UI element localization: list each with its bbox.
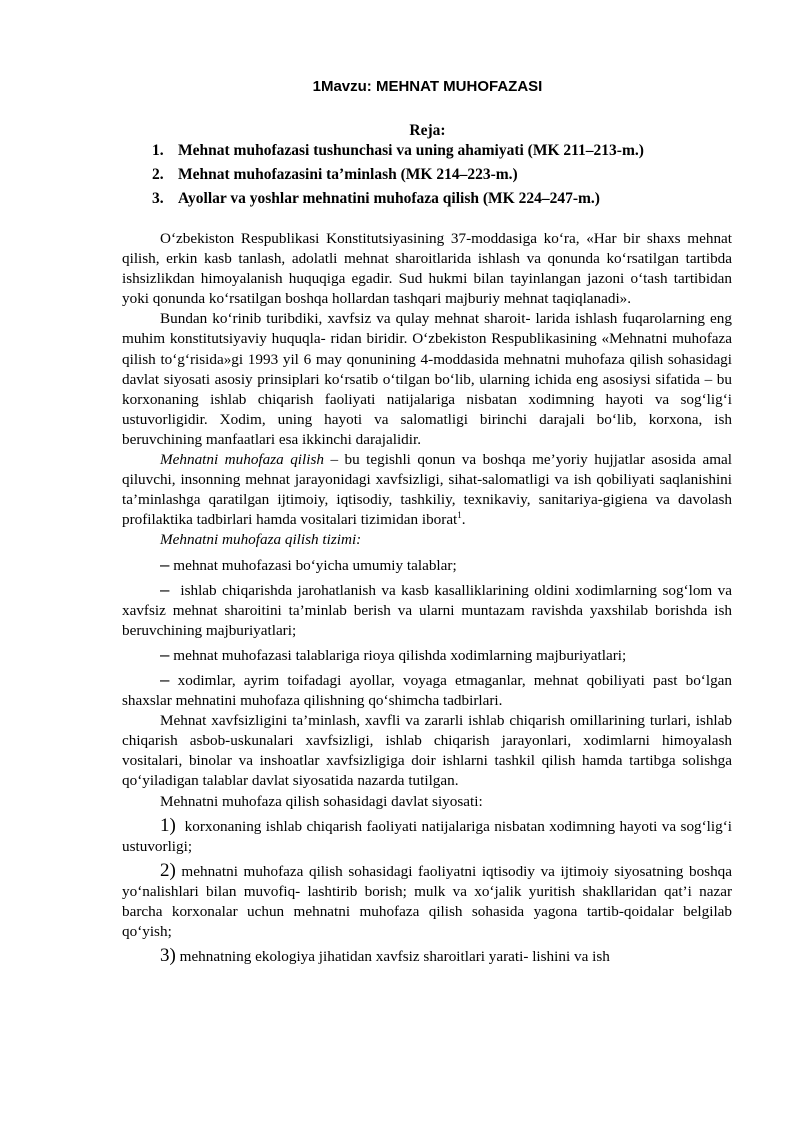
plan-item-number: 2. bbox=[152, 166, 164, 183]
dash-marker: – bbox=[160, 669, 170, 689]
plan-list bbox=[152, 139, 644, 211]
dash-marker: – bbox=[160, 554, 170, 574]
plan-item bbox=[152, 187, 644, 211]
policy-heading: Mehnatni muhofaza qilish sohasidagi davlat siyosati: bbox=[160, 792, 483, 810]
policy-item-number: 1) bbox=[160, 814, 176, 836]
system-item bbox=[122, 580, 732, 641]
paragraph-constitution: O‘zbekiston Respublikasi Konstitutsiyasining 37-moddasiga ko‘ra, «Har bir shaxs mehnat qilish, erkin kasb tanlash, adolatli mehnat sharoitlarida ishlash va qonunda ko‘rsatilgan tartibda ishsizlikdan himoyalanish huquqiga egadir. Sud hukmi bilan tayinlangan jazoni o‘tash tartibidan yoki qonunda ko‘rsatilgan boshqa hollardan tashqari majburiy mehnat taqiqlanadi». bbox=[122, 230, 732, 308]
policy-item-text: korxonaning ishlab chiqarish faoliyati natijalariga nisbatan xodimning hayoti va sog‘lig‘i ustuvorligi; bbox=[122, 817, 732, 855]
plan-item-number: 3. bbox=[152, 190, 164, 207]
paragraph-safety: Mehnat xavfsizligini ta’minlash, xavfli va zararli ishlab chiqarish omillarining turlari, ishlab chiqarish asbob-uskunalari xavfsizligi, ishlab chiqarish jarayonlari, xodimlarni himoyalash vositalari, binolar va inshoatlar xavfsizligiga doir ishlarni tashkil qilish hamda tartibga solishga qo‘yiladigan talablar davlat siyosatida nazarda tutilgan. bbox=[122, 712, 732, 790]
policy-item bbox=[122, 816, 732, 857]
policy-item bbox=[122, 946, 732, 967]
system-item bbox=[122, 670, 732, 711]
system-heading: Mehnatni muhofaza qilish tizimi: bbox=[160, 531, 362, 549]
plan-heading: Reja: bbox=[409, 122, 446, 139]
system-item bbox=[122, 555, 732, 576]
document-body bbox=[122, 229, 732, 967]
plan-item-text: Mehnat muhofazasini ta’minlash (MK 214–223-m.) bbox=[178, 166, 518, 183]
policy-item-number: 3) bbox=[160, 945, 176, 967]
paragraph-rights: Bundan ko‘rinib turibdiki, xavfsiz va qulay mehnat sharoit- larida ishlash fuqarolarning eng muhim konstitutsiyaviy huquqla- ridan biridir. O‘zbekiston Respublikasining «Mehnatni muhofaza qilish to‘g‘risida»gi 1993 yil 6 may qonunining 4-moddasida mehnatni muhofaza qilish sohasidagi davlat siyosati asosiy prinsiplari ko‘rsatib o‘tilgan bo‘lib, ularning ichida eng asosiysi sifatida – bu korxonaning ishlab chiqarish faoliyati natijalariga nisbatan xodimning hayoti va sog‘lig‘i ustuvorligidir. Xodim, uning hayoti va salomatligi birinchi darajali bo‘lib, korxona, ish beruvchining manfaatlari esa ikkinchi darajalidir. bbox=[122, 310, 732, 448]
system-item-text: mehnat muhofazasi talablariga rioya qilishda xodimlarning majburiyatlari; bbox=[173, 646, 627, 664]
system-item bbox=[122, 645, 732, 666]
system-item-text: xodimlar, ayrim toifadagi ayollar, voyaga etmaganlar, mehnat qobiliyati past bo‘lgan shaxslar mehnatini muhofaza qilishning qo‘shimcha tadbirlari. bbox=[122, 671, 733, 710]
plan-item-number: 1. bbox=[152, 142, 164, 159]
plan-item bbox=[152, 139, 644, 163]
page-title: 1Mavzu: MEHNAT MUHOFAZASI bbox=[312, 78, 543, 95]
definition-term: Mehnatni muhofaza qilish bbox=[160, 451, 324, 469]
policy-item-number: 2) bbox=[160, 859, 176, 881]
policy-item bbox=[122, 861, 732, 942]
policy-item-text: mehnatni muhofaza qilish sohasidagi faoliyatni iqtisodiy va ijtimoiy siyosatning boshqa yo‘nalishlari bilan muvofiq- lashtirib borish; mulk va xo‘jalik yuritish shakllaridan qat’i nazar barcha korxonalar uchun mehnatni muhofaza qilish sohasida yagona tartib-qoidalar belgilab qo‘yish; bbox=[122, 862, 732, 941]
paragraph-definition bbox=[122, 450, 732, 530]
plan-item-text: Mehnat muhofazasi tushunchasi va uning ahamiyati (MK 211–213-m.) bbox=[178, 142, 644, 159]
system-item-text: mehnat muhofazasi bo‘yicha umumiy talablar; bbox=[173, 556, 457, 574]
dash-marker: – bbox=[160, 644, 170, 664]
plan-item-text: Ayollar va yoshlar mehnatini muhofaza qilish (MK 224–247-m.) bbox=[178, 190, 600, 207]
footnote-marker: 1 bbox=[457, 510, 462, 521]
system-item-text: ishlab chiqarishda jarohatlanish va kasb kasalliklarining oldini xodimlarning sog‘lom va xavfsiz mehnat sharoitini ta’minlab berish va ularni muntazam ravishda yaxshilab borishda ish beruvchining majburiyatlari; bbox=[122, 581, 732, 639]
policy-item-text: mehnatning ekologiya jihatidan xavfsiz sharoitlari yarati- lishini va ish bbox=[179, 948, 610, 966]
plan-item bbox=[152, 163, 644, 187]
definition-text: – bu tegishli qonun va boshqa me’yoriy hujjatlar asosida amal qiluvchi, insonning mehnat jarayonidagi xavfsizligi, sihat-salomatligi va ish qobiliyati saqlanishini ta’minlashga qaratilgan ijtimoiy, iqtisodiy, tashkiliy, texnikaviy, sanitariya-gigiena va davolash profilaktika tadbirlari hamda vositalari tizimidan iborat bbox=[122, 451, 733, 529]
dash-marker: – bbox=[160, 579, 170, 599]
definition-end: . bbox=[461, 511, 466, 529]
